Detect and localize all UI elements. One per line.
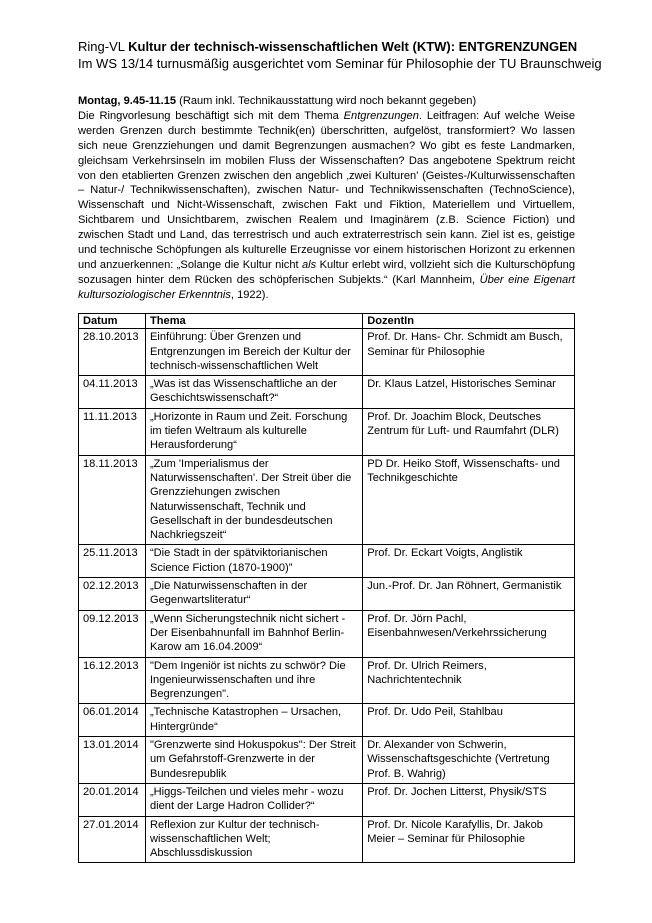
table-row (79, 610, 575, 657)
row-topic: „Die Naturwissenschaften in der Gegenwartsliteratur“ (145, 578, 362, 611)
row-date: 28.10.2013 (79, 329, 146, 376)
table-header-row (79, 314, 575, 329)
row-lecturer: Prof. Dr. Eckart Voigts, Anglistik (363, 545, 575, 578)
row-topic: “Die Stadt in der spätviktorianischen Science Fiction (1870-1900)” (145, 545, 362, 578)
row-topic: „Wenn Sicherungstechnik nicht sichert - Der Eisenbahnunfall im Bahnhof Berlin-Karow am 16.04.2009“ (145, 610, 362, 657)
row-lecturer: Prof. Dr. Joachim Block, Deutsches Zentrum für Luft- und Raumfahrt (DLR) (363, 408, 575, 455)
row-date: 06.01.2014 (79, 704, 146, 737)
table-row (79, 545, 575, 578)
intro-text-d: , 1922). (230, 288, 269, 301)
intro-als: als (302, 258, 317, 271)
header-prefix: Ring-VL (78, 39, 129, 54)
row-topic: „Higgs-Teilchen und vieles mehr - wozu dient der Large Hadron Collider?“ (145, 783, 362, 816)
row-topic: „Horizonte in Raum und Zeit. Forschung im tiefen Weltraum als kulturelle Herausforderung“ (145, 408, 362, 455)
intro-theme: Entgrenzungen (343, 109, 419, 122)
row-date: 09.12.2013 (79, 610, 146, 657)
row-topic: Einführung: Über Grenzen und Entgrenzungen im Bereich der Kultur der technisch-wissenschaftlichen Welt (145, 329, 362, 376)
header-subtitle: Im WS 13/14 turnusmäßig ausgerichtet vom Seminar für Philosophie der TU Braunschweig (78, 56, 602, 71)
row-date: 27.01.2014 (79, 816, 146, 863)
intro-work-title: Über eine Eigenart kultursoziologischer Erkenntnis (78, 273, 575, 301)
row-lecturer: Prof. Dr. Ulrich Reimers, Nachrichtentechnik (363, 657, 575, 704)
table-row (79, 455, 575, 545)
intro-text-a: Die Ringvorlesung beschäftigt sich mit dem Thema (78, 109, 344, 122)
row-lecturer: Prof. Dr. Nicole Karafyllis, Dr. Jakob Meier – Seminar für Philosophie (363, 816, 575, 863)
intro-text-b: . Leitfragen: Auf welche Weise werden Grenzen durch bestimmte Technik(en) überschritten, aufgelöst, transformiert? Wo lassen sich neue Grenzziehungen und damit Begrenzungen ausmachen? Wo gibt es feste Landmarken, gleichsam Verkehrsinseln im mobilen Fluss der Wissenschaften? Das angebotene Spektrum reicht von den etablierten Grenzen zwischen den angeblich ‚zwei Kulturen' (Geistes-/Kulturwissenschaften – Natur-/ Technikwissenschaften), zwischen Natur- und Technikwissenschaften (TechnoScience), Wissenschaft und Nicht-Wissenschaft, zwischen Fakt und Fiktion, Materiellem und Virtuellem, Sichtbarem und Unsichtbarem, zwischen Realem und Imaginärem (z.B. Science Fiction) und zwischen Stadt und Land, das terrestrisch und auch extraterrestrisch sein kann. Ziel ist es, geistige und technische Schöpfungen als kulturelle Erzeugnisse vor einem historischen Horizont zu erkennen und anzuerkennen: „Solange die Kultur nicht (78, 109, 576, 271)
table-row (79, 578, 575, 611)
row-topic: Reflexion zur Kultur der technisch-wissenschaftlichen Welt; Abschlussdiskussion (145, 816, 362, 863)
table-row (79, 704, 575, 737)
row-lecturer: Jun.-Prof. Dr. Jan Röhnert, Germanistik (363, 578, 575, 611)
table-row (79, 737, 575, 784)
header-lecturer: DozentIn (363, 314, 575, 329)
row-lecturer: PD Dr. Heiko Stoff, Wissenschafts- und Technikgeschichte (363, 455, 575, 545)
row-topic: "Grenzwerte sind Hokuspokus": Der Streit um Gefahrstoff-Grenzwerte in der Bundesrepublik (145, 737, 362, 784)
row-topic: "Dem Ingeniör ist nichts zu schwör? Die Ingenieurwissenschaften und ihre Begrenzungen". (145, 657, 362, 704)
row-date: 25.11.2013 (79, 545, 146, 578)
row-date: 13.01.2014 (79, 737, 146, 784)
header-topic: Thema (145, 314, 362, 329)
header-title: Kultur der technisch-wissenschaftlichen Welt (KTW): ENTGRENZUNGEN (128, 39, 578, 54)
table-row (79, 657, 575, 704)
table-row (79, 816, 575, 863)
row-topic: „Technische Katastrophen – Ursachen, Hintergründe“ (145, 704, 362, 737)
table-row (79, 408, 575, 455)
intro-paragraph (78, 94, 575, 303)
schedule-table (78, 313, 575, 863)
table-row (79, 783, 575, 816)
row-lecturer: Prof. Dr. Jörn Pachl, Eisenbahnwesen/Verkehrssicherung (363, 610, 575, 657)
row-date: 16.12.2013 (79, 657, 146, 704)
table-row (79, 329, 575, 376)
header-title-line (78, 38, 618, 55)
intro-time-note: (Raum inkl. Technikausstattung wird noch bekannt gegeben) (176, 95, 477, 107)
row-date: 11.11.2013 (79, 408, 146, 455)
row-date: 02.12.2013 (79, 578, 146, 611)
document-header (78, 38, 618, 72)
row-date: 04.11.2013 (79, 376, 146, 409)
intro-text-c: Kultur erlebt wird, vollzieht sich die Kulturschöpfung sozusagen hinter dem Rücken des schöpferischen Subjekts.“ (Karl Mannheim, (78, 258, 575, 286)
table-row (79, 376, 575, 409)
row-topic: „Zum 'Imperialismus der Naturwissenschaften'. Der Streit über die Grenzziehungen zwischen Naturwissenschaft, Technik und Gesellschaft in der bundesdeutschen Nachkriegszeit“ (145, 455, 362, 545)
intro-time: Montag, 9.45-11.15 (78, 95, 177, 107)
row-date: 20.01.2014 (79, 783, 146, 816)
row-lecturer: Dr. Klaus Latzel, Historisches Seminar (363, 376, 575, 409)
row-topic: „Was ist das Wissenschaftliche an der Geschichtswissenschaft?“ (145, 376, 362, 409)
row-lecturer: Prof. Dr. Hans- Chr. Schmidt am Busch, Seminar für Philosophie (363, 329, 575, 376)
header-date: Datum (79, 314, 146, 329)
row-lecturer: Prof. Dr. Udo Peil, Stahlbau (363, 704, 575, 737)
row-date: 18.11.2013 (79, 455, 146, 545)
row-lecturer: Dr. Alexander von Schwerin, Wissenschaftsgeschichte (Vertretung Prof. B. Wahrig) (363, 737, 575, 784)
row-lecturer: Prof. Dr. Jochen Litterst, Physik/STS (363, 783, 575, 816)
